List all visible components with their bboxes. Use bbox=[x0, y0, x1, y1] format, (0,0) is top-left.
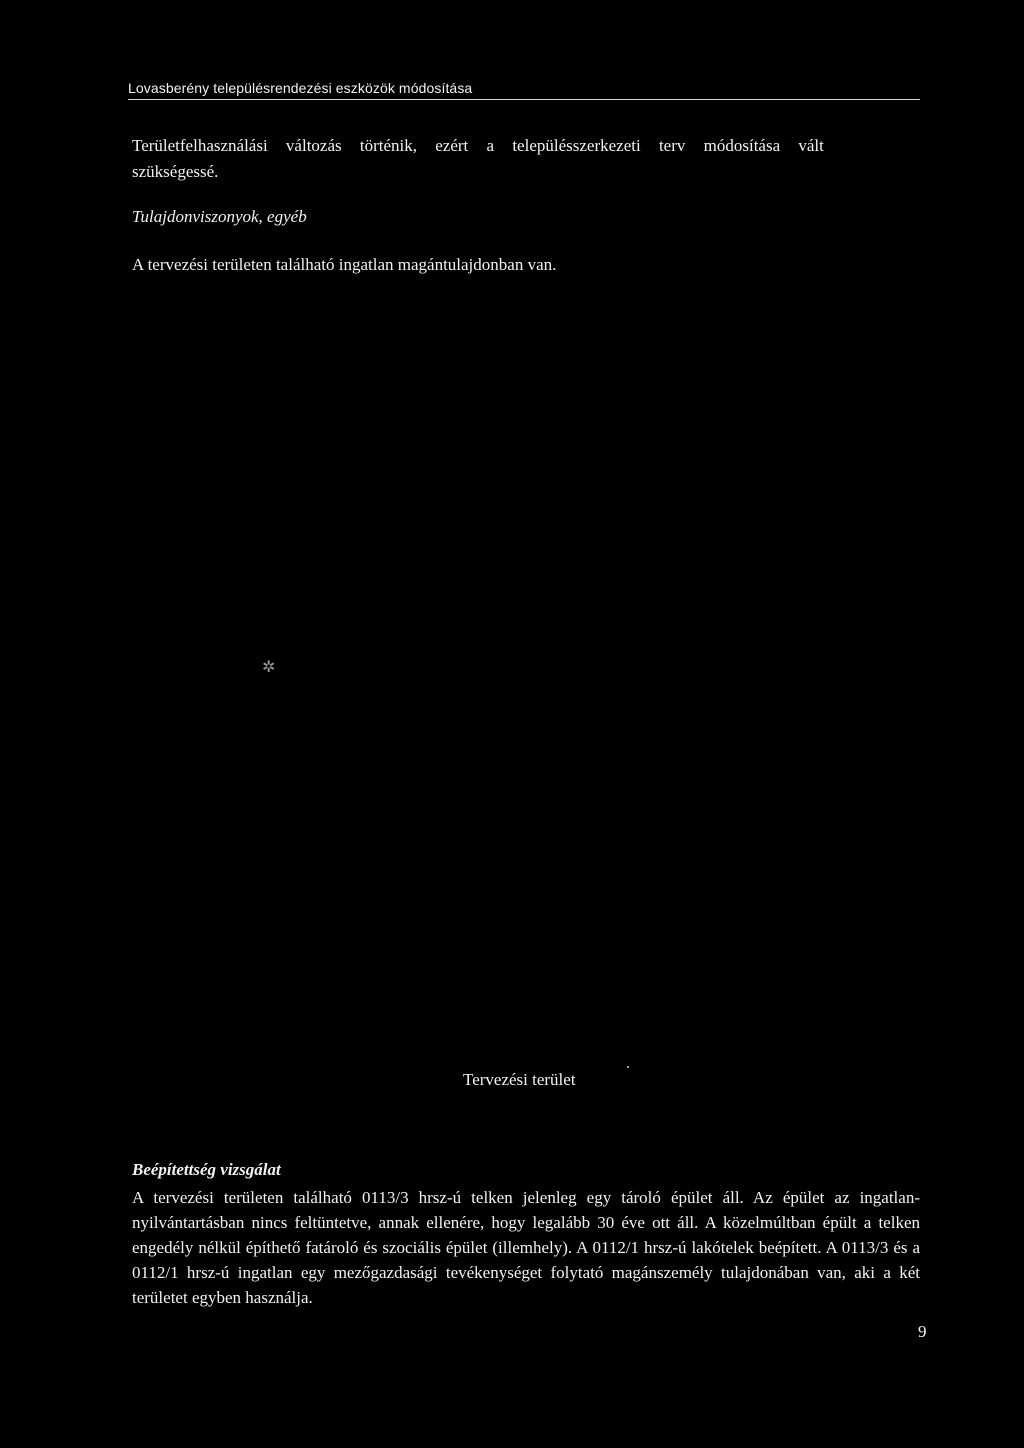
site-map-image bbox=[128, 290, 920, 1150]
running-header: Lovasberény településrendezési eszközök módosítása bbox=[128, 80, 920, 100]
ownership-paragraph: A tervezési területen található ingatlan magántulajdonban van. bbox=[132, 255, 557, 274]
map-caption: Tervezési terület bbox=[463, 1070, 576, 1089]
built-up-survey-heading: Beépítettség vizsgálat bbox=[132, 1160, 281, 1179]
land-use-change-paragraph bbox=[132, 133, 920, 185]
settlement-marker-icon: ✲ bbox=[262, 659, 276, 676]
built-up-survey-paragraph: A tervezési területen található 0113/3 hrsz-ú telken jelenleg egy tároló épület áll. Az épület az ingatlan-nyilvántartásban nincs feltüntetve, annak ellenére, hogy legalább 30 éve ott áll. A közelmúltban épült a telken engedély nélkül építhető fatároló és szociális épület (illemhely). A 0112/1 hrsz-ú lakótelek beépített. A 0113/3 és a 0112/1 hrsz-ú ingatlan egy mezőgazdasági tevékenységet folytató magánszemély tulajdonában van, aki a két területet egyben használja. bbox=[132, 1188, 920, 1307]
paragraph-line: szükségessé. bbox=[132, 162, 219, 181]
map-point-icon bbox=[627, 1066, 629, 1068]
ownership-heading: Tulajdonviszonyok, egyéb bbox=[132, 207, 307, 226]
page-number: 9 bbox=[918, 1322, 927, 1341]
paragraph-line: Területfelhasználási változás történik, ezért a településszerkezeti terv módosítása vált bbox=[132, 136, 824, 155]
